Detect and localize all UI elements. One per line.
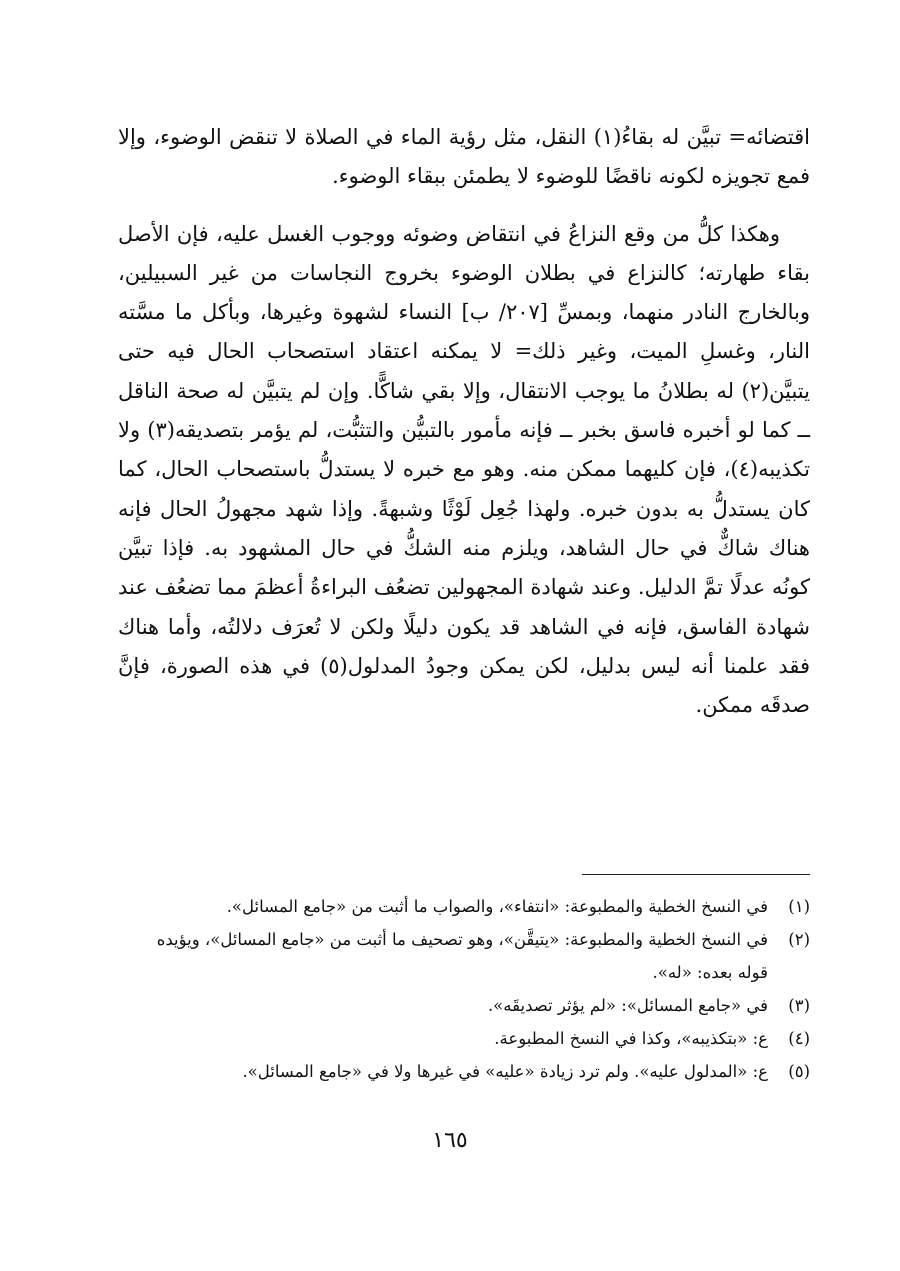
footnote-5 [150,1055,810,1088]
footnote-text: ع: «المدلول عليه». ولم ترد زيادة «عليه» في غيرها ولا في «جامع المسائل». [242,1062,768,1081]
footnote-text: في «جامع المسائل»: «لم يؤثر تصديقَه». [487,996,768,1015]
footnote-number: (١) [788,897,810,916]
footnote-4 [150,1022,810,1055]
paragraph-1: اقتضائه= تبيَّن له بقاءُ(١) النقل، مثل رؤية الماء في الصلاة لا تنقض الوضوء، وإلا فمع تجويزه لكونه ناقضًا للوضوء لا يطمئن ببقاء الوضوء. [118,125,810,189]
footnote-number: (٤) [788,1029,810,1048]
footnote-number: (٣) [788,996,810,1015]
footnotes [150,890,810,1088]
footnote-3 [150,989,810,1022]
footnote-number: (٥) [788,1062,810,1081]
main-text [118,118,810,725]
footnote-text: في النسخ الخطية والمطبوعة: «انتفاء»، والصواب ما أثبت من «جامع المسائل». [226,897,768,916]
footnote-2 [150,923,810,989]
page-number: ١٦٥ [432,1128,468,1153]
footnote-1 [150,890,810,923]
footnote-text: في النسخ الخطية والمطبوعة: «يتيقَّن»، وهو تصحيف ما أثبت من «جامع المسائل»، ويؤيده قوله بعده: «له». [156,930,768,982]
footnote-text: ع: «بتكذيبه»، وكذا في النسخ المطبوعة. [494,1029,768,1048]
footnote-separator [582,874,810,875]
footnote-number: (٢) [788,930,810,949]
paragraph-2: وهكذا كلُّ من وقع النزاعُ في انتقاض وضوئه ووجوب الغسل عليه، فإن الأصل بقاء طهارته؛ كالنزاع في بطلان الوضوء بخروج النجاسات من غير السبيلين، وبالخارج النادر منهما، وبمسِّ [٢٠٧/ ب] النساء لشهوة وغيرها، وبأكل ما مسَّته النار، وغسلِ الميت، وغير ذلك= لا يمكنه اعتقاد استصحاب الحال فيه حتى يتبيَّن(٢) له بطلانُ ما يوجب الانتقال، وإلا بقي شاكًّا. وإن لم يتبيَّن له صحة الناقل ــ كما لو أخبره فاسق بخبر ــ فإنه مأمور بالتبيُّن والتثبُّت، لم يؤمر بتصديقه(٣) ولا تكذيبه(٤)، فإن كليهما ممكن منه. وهو مع خبره لا يستدلُّ باستصحاب الحال، كما كان يستدلُّ به بدون خبره. ولهذا جُعِل لَوْثًا وشبهةً. وإذا شهد مجهولُ الحال فإنه هناك شاكٌّ في حال الشاهد، ويلزم منه الشكُّ في حال المشهود به. فإذا تبيَّن كونُه عدلًا تمَّ الدليل. وعند شهادة المجهولين تضعُف البراءةُ أعظمَ مما تضعُف عند شهادة الفاسق، فإنه في الشاهد قد يكون دليلًا ولكن لا تُعرَف دلالتُه، وأما هناك فقد علمنا أنه ليس بدليل، لكن يمكن وجودُ المدلول(٥) في هذه الصورة، فإنَّ صدقَه ممكن. [118,221,810,718]
